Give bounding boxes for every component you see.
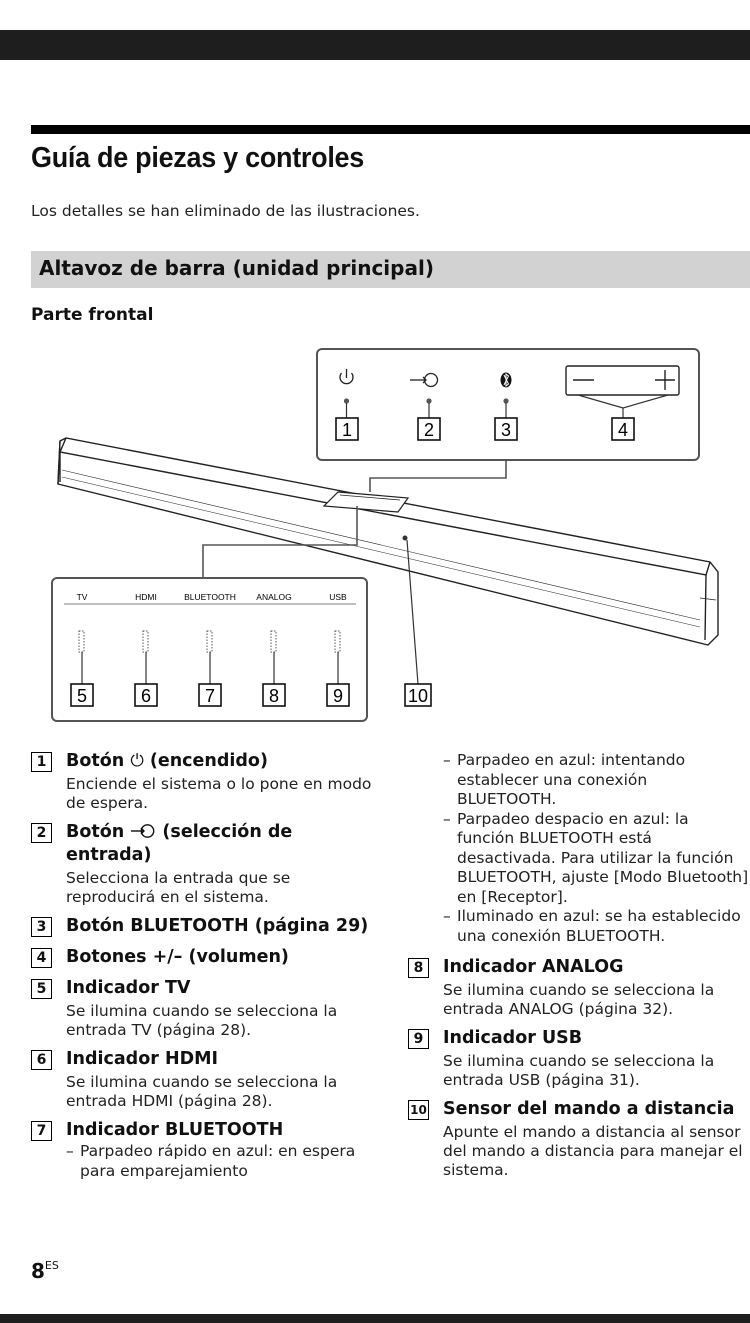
indicator-label-tv: TV	[76, 592, 88, 602]
bluetooth-status-line: – Parpadeo despacio en azul: la función BLUETOOTH está desactivada. Para utilizar la función BLUETOOTH, ajuste [Modo Bluetooth] en [Receptor].	[443, 810, 750, 908]
callout-num-9: 9	[332, 686, 344, 706]
page-number: $8^{ES}$	[31, 1259, 59, 1283]
item-9: 9 Indicador USB Se ilumina cuando se selecciona la entrada USB (página 31).	[408, 1027, 750, 1090]
callout-num-3: 3	[500, 420, 512, 440]
power-icon: ⏻	[130, 751, 144, 771]
title-rule	[31, 125, 750, 134]
page-title: Guía de piezas y controles	[31, 142, 364, 174]
item-6: 6 Indicador HDMI Se ilumina cuando se selecciona la entrada HDMI (página 28).	[31, 1048, 381, 1111]
input-select-icon	[130, 823, 156, 839]
callout-num-2: 2	[423, 420, 435, 440]
item-7: 7 Indicador BLUETOOTH – Parpadeo rápido en azul: en espera para emparejamiento	[31, 1119, 381, 1181]
top-bar	[0, 30, 750, 60]
bluetooth-status-line: – Iluminado en azul: se ha establecido una conexión BLUETOOTH.	[443, 907, 750, 946]
indicator-label-usb: USB	[329, 592, 347, 602]
item-1: 1 Botón ⏻ (encendido) Enciende el sistema o lo pone en modo de espera.	[31, 750, 381, 813]
bluetooth-status-line: – Parpadeo rápido en azul: en espera para emparejamiento	[66, 1142, 381, 1181]
indicator-label-analog: ANALOG	[256, 592, 292, 602]
item-2: 2 Botón (selección de entrada) Selecciona la entrada que se reproducirá en el sistema.	[31, 821, 381, 907]
item-4: 4 Botones +/– (volumen)	[31, 946, 381, 969]
indicator-label-hdmi: HDMI	[135, 592, 157, 602]
item-8: 8 Indicador ANALOG Se ilumina cuando se selecciona la entrada ANALOG (página 32).	[408, 956, 750, 1019]
bluetooth-icon	[501, 373, 512, 388]
section-header	[31, 251, 750, 288]
subsection-title: Parte frontal	[31, 305, 154, 325]
callout-num-5: 5	[76, 686, 88, 706]
page-subtitle: Los detalles se han eliminado de las ilustraciones.	[31, 202, 420, 220]
bluetooth-status-list	[443, 751, 750, 946]
left-column	[31, 750, 381, 1189]
callout-num-1: 1	[341, 420, 353, 440]
item-3: 3 Botón BLUETOOTH (página 29)	[31, 915, 381, 938]
callout-num-8: 8	[268, 686, 280, 706]
bottom-bar	[0, 1314, 750, 1323]
callout-num-6: 6	[140, 686, 152, 706]
item-10: 10 Sensor del mando a distancia Apunte el mando a distancia al sensor del mando a distancia para manejar el sistema.	[408, 1098, 750, 1180]
callout-num-10: 10	[407, 686, 429, 706]
bluetooth-status-line: – Parpadeo en azul: intentando establecer una conexión BLUETOOTH.	[443, 751, 750, 810]
callout-num-4: 4	[617, 420, 629, 440]
callout-num-7: 7	[204, 686, 216, 706]
remote-sensor-dot	[403, 536, 408, 541]
item-5: 5 Indicador TV Se ilumina cuando se selecciona la entrada TV (página 28).	[31, 977, 381, 1040]
soundbar-diagram	[0, 340, 750, 730]
section-title: Altavoz de barra (unidad principal)	[39, 256, 434, 280]
right-column	[408, 751, 750, 1188]
indicator-label-bluetooth: BLUETOOTH	[184, 592, 236, 602]
